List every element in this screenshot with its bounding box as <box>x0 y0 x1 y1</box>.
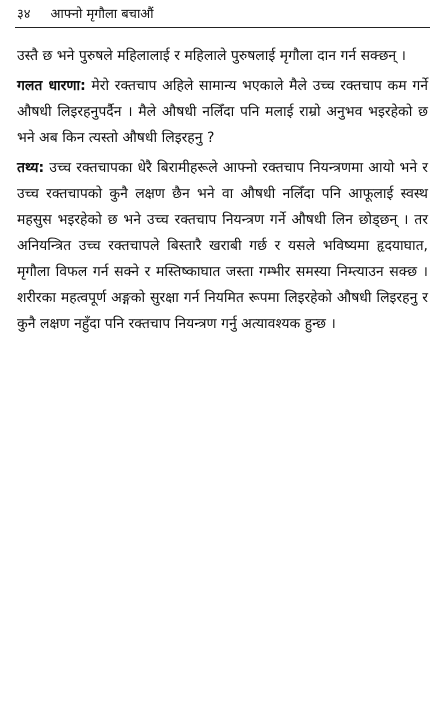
fact-label: तथ्य: <box>17 160 45 176</box>
paragraph-text: उस्तै छ भने पुरुषले महिलालाई र महिलाले पुरुषलाई मृगौला दान गर्न सक्छन् । <box>17 48 406 64</box>
myth-label: गलत धारणा: <box>17 78 86 94</box>
fact-text: उच्च रक्तचापका धेरै बिरामीहरूले आफ्नो रक्तचाप नियन्त्रणमा आयो भने र उच्च रक्तचापको कुनै लक्षण छैन भने वा औषधी नलिँदा पनि आफूलाई स्वस्थ महसुस भइरहेको छ भने उच्च रक्तचाप नियन्त्रण गर्ने औषधी लिन छोड्छन् । तर अनियन्त्रित उच्च रक्तचापले बिस्तारै खराबी गर्छ र यसले भविष्यमा हृदयाघात, मृगौला विफल गर्न सक्ने र मस्तिष्काघात जस्ता गम्भीर समस्या निम्त्याउन सक्छ । शरीरका महत्वपूर्ण अङ्गको सुरक्षा गर्न नियमित रूपमा लिइरहेको औषधी लिइरहनु र कुनै लक्षण नहुँदा पनि रक्तचाप नियन्त्रण गर्नु अत्यावश्यक हुन्छ । <box>17 160 428 332</box>
running-header <box>17 6 154 24</box>
paragraph-myth <box>17 73 428 151</box>
page-number: ३४ <box>17 7 31 22</box>
paragraph-fact <box>17 155 428 337</box>
body-text <box>17 43 428 341</box>
header-divider <box>15 27 430 28</box>
paragraph-continuation <box>17 43 428 69</box>
book-title: आफ्नो मृगौला बचाऔं <box>50 7 154 22</box>
myth-text: मेरो रक्तचाप अहिले सामान्य भएकाले मैले उच्च रक्तचाप कम गर्ने औषधी लिइरहनुपर्दैन । मैले औषधी नलिँदा पनि मलाई राम्रो अनुभव भइरहेको छ भने अब किन त्यस्तो औषधी लिइरहनु ? <box>17 78 428 146</box>
